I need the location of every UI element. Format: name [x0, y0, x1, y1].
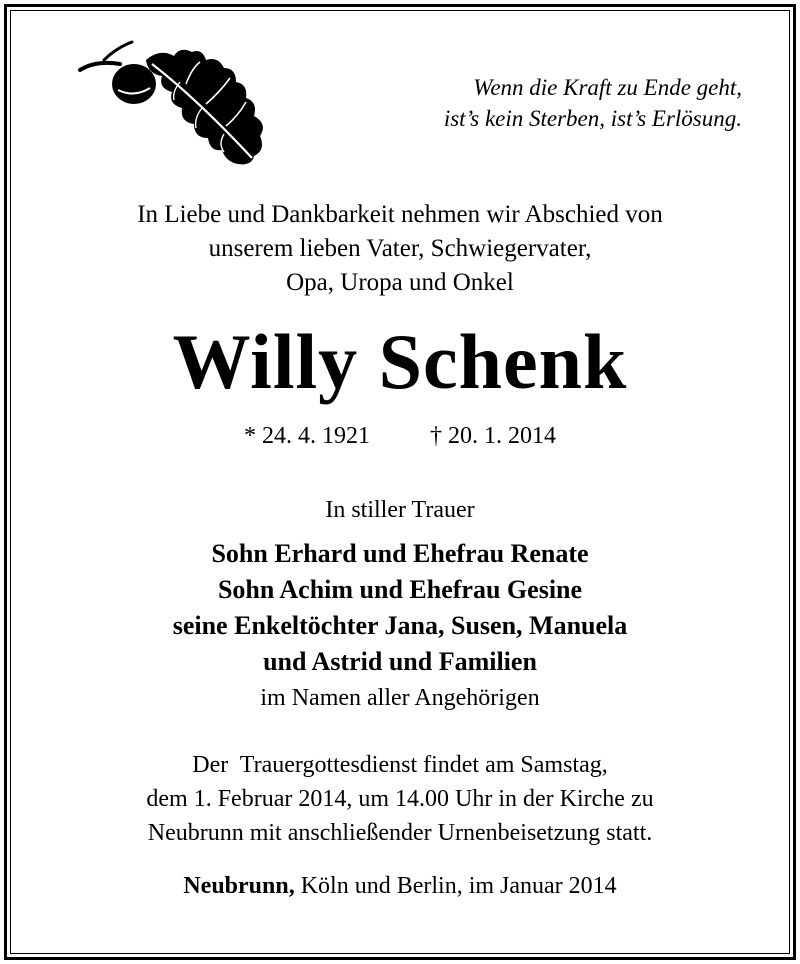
family-line-3: seine Enkeltöchter Jana, Susen, Manuela — [172, 611, 628, 640]
motto-verse — [322, 72, 742, 134]
birth-date: * 24. 4. 1921 — [244, 423, 370, 449]
service-notice — [0, 748, 800, 850]
intro-line-2: unserem lieben Vater, Schwiegervater, — [208, 235, 592, 262]
life-dates — [0, 420, 800, 452]
intro-text — [0, 198, 800, 300]
relatives-note: im Namen aller Angehörigen — [260, 685, 540, 711]
intro-line-3: Opa, Uropa und Onkel — [286, 269, 514, 296]
service-line-3: Neubrunn mit anschließender Urnenbeisetzung statt. — [147, 820, 653, 846]
intro-line-1: In Liebe und Dankbarkeit nehmen wir Abschied von — [137, 201, 663, 228]
place-town: Neubrunn, — [183, 873, 295, 899]
family-line-2: Sohn Achim und Ehefrau Gesine — [217, 575, 583, 604]
oak-leaf-icon — [76, 38, 271, 168]
deceased-name: Willy Schenk — [172, 318, 628, 405]
mourning-heading: In stiller Trauer — [325, 497, 475, 523]
place-date-line — [0, 870, 800, 902]
place-rest: Köln und Berlin, im Januar 2014 — [294, 873, 617, 899]
family-list — [0, 536, 800, 680]
motto-line-1: Wenn die Kraft zu Ende geht, — [473, 75, 742, 100]
death-date: † 20. 1. 2014 — [430, 423, 556, 449]
motto-line-2: ist’s kein Sterben, ist’s Erlösung. — [443, 106, 742, 131]
service-line-1: Der Trauergottesdienst findet am Samstag, — [192, 752, 608, 778]
family-line-1: Sohn Erhard und Ehefrau Renate — [211, 539, 589, 568]
family-line-4: und Astrid und Familien — [263, 647, 537, 676]
service-line-2: dem 1. Februar 2014, um 14.00 Uhr in der Kirche zu — [146, 786, 654, 812]
